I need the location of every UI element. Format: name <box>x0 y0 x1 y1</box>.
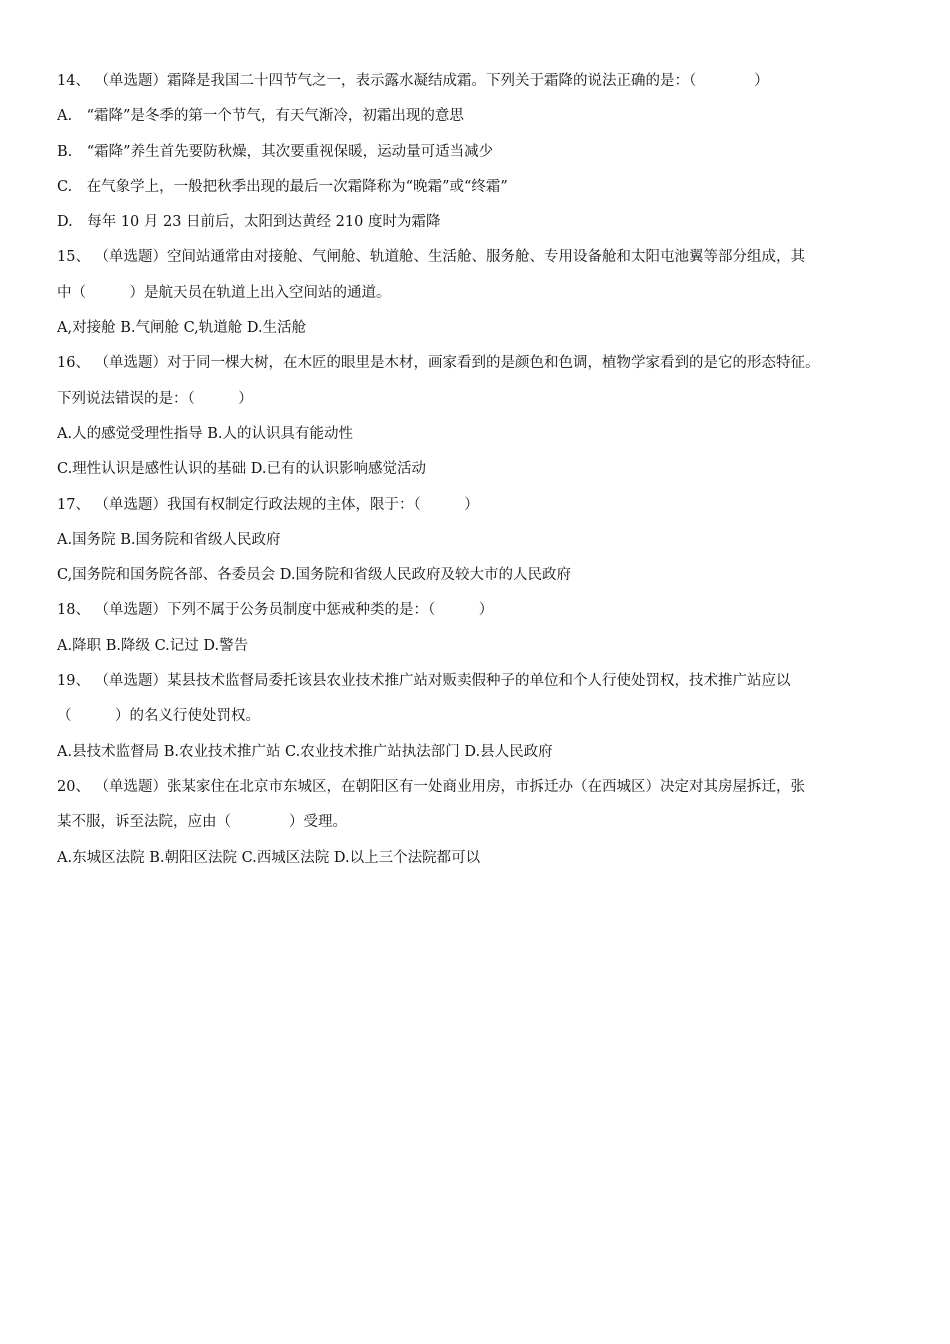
question-19-stem-line-1: 19、 （单选题）某县技术监督局委托该县农业技术推广站对贩卖假种子的单位和个人行使处罚权，技术推广站应以 <box>57 673 791 690</box>
question-14-stem: 14、 （单选题）霜降是我国二十四节气之一，表示露水凝结成霜。下列关于霜降的说法正确的是：（ ） <box>57 73 769 89</box>
question-15-options: A,对接舱 B.气闸舱 C,轨道舱 D.生活舱 <box>57 320 307 337</box>
question-17-options-cd: C,国务院和国务院各部、各委员会 D.国务院和省级人民政府及较大市的人民政府 <box>57 567 572 584</box>
question-17-options-ab: A.国务院 B.国务院和省级人民政府 <box>57 531 281 548</box>
question-19-options: A.县技术监督局 B.农业技术推广站 C.农业技术推广站执法部门 D.县人民政府 <box>57 743 553 760</box>
question-20-stem-line-2: 某不服，诉至法院，应由（ ）受理。 <box>57 814 347 831</box>
question-20-options: A.东城区法院 B.朝阳区法院 C.西城区法院 D.以上三个法院都可以 <box>57 849 481 866</box>
question-14-option-d: D. 每年 10 月 23 日前后，太阳到达黄经 210 度时为霜降 <box>57 214 441 231</box>
question-19-stem-line-2: （ ）的名义行使处罚权。 <box>57 708 260 725</box>
question-18-stem: 18、 （单选题）下列不属于公务员制度中惩戒种类的是：（ ） <box>57 602 494 619</box>
question-16-options-ab: A.人的感觉受理性指导 B.人的认识具有能动性 <box>57 425 353 442</box>
question-15-stem-line-2: 中（ ）是航天员在轨道上出入空间站的通道。 <box>57 284 391 301</box>
question-14-option-a: A. “霜降”是冬季的第一个节气，有天气渐冷，初霜出现的意思 <box>57 108 464 125</box>
question-20-stem-line-1: 20、 （单选题）张某家住在北京市东城区，在朝阳区有一处商业用房，市拆迁办（在西城区）决定对其房屋拆迁，张 <box>57 778 806 795</box>
question-14-option-b: B. “霜降”养生首先要防秋燥，其次要重视保暖，运动量可适当减少 <box>57 143 494 160</box>
question-17-stem: 17、 （单选题）我国有权制定行政法规的主体，限于：（ ） <box>57 496 479 513</box>
document-page <box>57 64 897 876</box>
question-16-stem-line-2: 下列说法错误的是：（ ） <box>57 390 253 407</box>
question-15-stem-line-1: 15、 （单选题）空间站通常由对接舱、气闸舱、轨道舱、生活舱、服务舱、专用设备舱和太阳屯池翼等部分组成，其 <box>57 249 806 266</box>
question-16-options-cd: C.理性认识是感性认识的基础 D.已有的认识影响感觉活动 <box>57 461 427 478</box>
question-16-stem-line-1: 16、 （单选题）对于同一棵大树，在木匠的眼里是木材，画家看到的是颜色和色调，植物学家看到的是它的形态特征。 <box>57 355 820 372</box>
question-14-option-c: C. 在气象学上，一般把秋季出现的最后一次霜降称为“晚霜”或“终霜” <box>57 178 508 195</box>
question-18-options: A.降职 B.降级 C.记过 D.警告 <box>57 637 249 654</box>
